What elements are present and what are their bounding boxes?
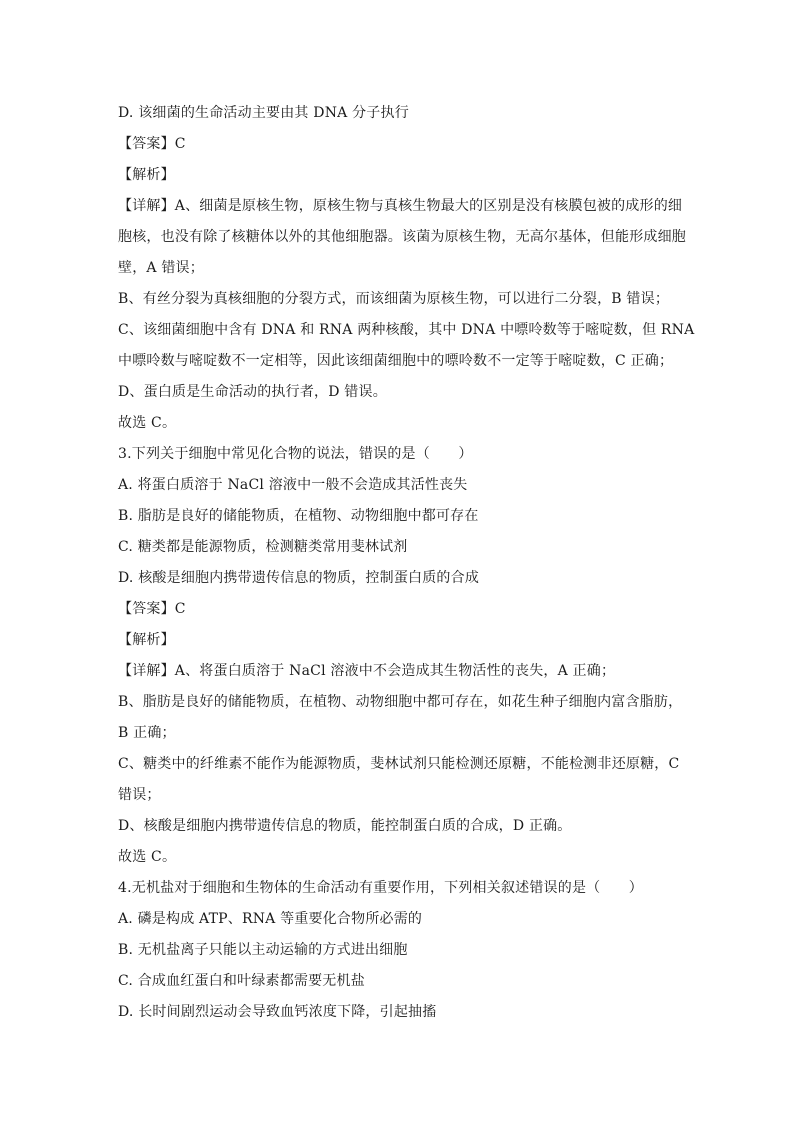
explanation-line: C、糖类中的纤维素不能作为能源物质，斐林试剂只能检测还原糖，不能检测非还原糖，C [118, 756, 680, 772]
explanation-line: D、核酸是细胞内携带遗传信息的物质，能控制蛋白质的合成，D 正确。 [118, 818, 572, 834]
question-4-option-d: D. 长时间剧烈运动会导致血钙浓度下降，引起抽搐 [118, 1004, 437, 1020]
analysis-label-q3: 【解析】 [118, 632, 175, 648]
explanation-line: D、蛋白质是生命活动的执行者，D 错误。 [118, 384, 387, 400]
question-4-option-c: C. 合成血红蛋白和叶绿素都需要无机盐 [118, 973, 365, 989]
answer-label-q2: 【答案】C [118, 136, 186, 152]
question-3-option-b: B. 脂肪是良好的储能物质，在植物、动物细胞中都可存在 [118, 508, 479, 524]
explanation-line: 壁，A 错误； [118, 260, 204, 276]
conclusion-q2: 故选 C。 [118, 415, 177, 431]
explanation-line: 错误； [118, 787, 161, 803]
explanation-line: 【详解】A、细菌是原核生物，原核生物与真核生物最大的区别是没有核膜包被的成形的细 [118, 198, 683, 214]
question-3-stem: 3.下列关于细胞中常见化合物的说法，错误的是（ ） [118, 446, 473, 462]
question-3-option-d: D. 核酸是细胞内携带遗传信息的物质，控制蛋白质的合成 [118, 570, 480, 586]
answer-label-q3: 【答案】C [118, 601, 186, 617]
option-d-q2: D. 该细菌的生命活动主要由其 DNA 分子执行 [118, 105, 409, 121]
document-page [118, 98, 695, 1028]
explanation-line: B 正确； [118, 725, 176, 741]
explanation-line: B、有丝分裂为真核细胞的分裂方式，而该细菌为原核生物，可以进行二分裂，B 错误； [118, 291, 670, 307]
analysis-label-q2: 【解析】 [118, 167, 175, 183]
explanation-line: B、脂肪是良好的储能物质，在植物、动物细胞中都可存在，如花生种子细胞内富含脂肪， [118, 694, 683, 710]
question-3-option-a: A. 将蛋白质溶于 NaCl 溶液中一般不会造成其活性丧失 [118, 477, 468, 493]
question-4-option-b: B. 无机盐离子只能以主动运输的方式进出细胞 [118, 942, 408, 958]
question-4-option-a: A. 磷是构成 ATP、RNA 等重要化合物所必需的 [118, 911, 423, 927]
explanation-line: 【详解】A、将蛋白质溶于 NaCl 溶液中不会造成其生物活性的丧失，A 正确； [118, 663, 616, 679]
question-4-stem: 4.无机盐对于细胞和生物体的生命活动有重要作用，下列相关叙述错误的是（ ） [118, 880, 643, 896]
explanation-line: 胞核，也没有除了核糖体以外的其他细胞器。该菌为原核生物，无高尔基体，但能形成细胞 [118, 229, 686, 245]
conclusion-q3: 故选 C。 [118, 849, 177, 865]
explanation-line: C、该细菌细胞中含有 DNA 和 RNA 两种核酸，其中 DNA 中嘌呤数等于嘧啶数，但 RNA [118, 322, 695, 338]
explanation-line: 中嘌呤数与嘧啶数不一定相等，因此该细菌细胞中的嘌呤数不一定等于嘧啶数，C 正确； [118, 353, 674, 369]
question-3-option-c: C. 糖类都是能源物质，检测糖类常用斐林试剂 [118, 539, 408, 555]
